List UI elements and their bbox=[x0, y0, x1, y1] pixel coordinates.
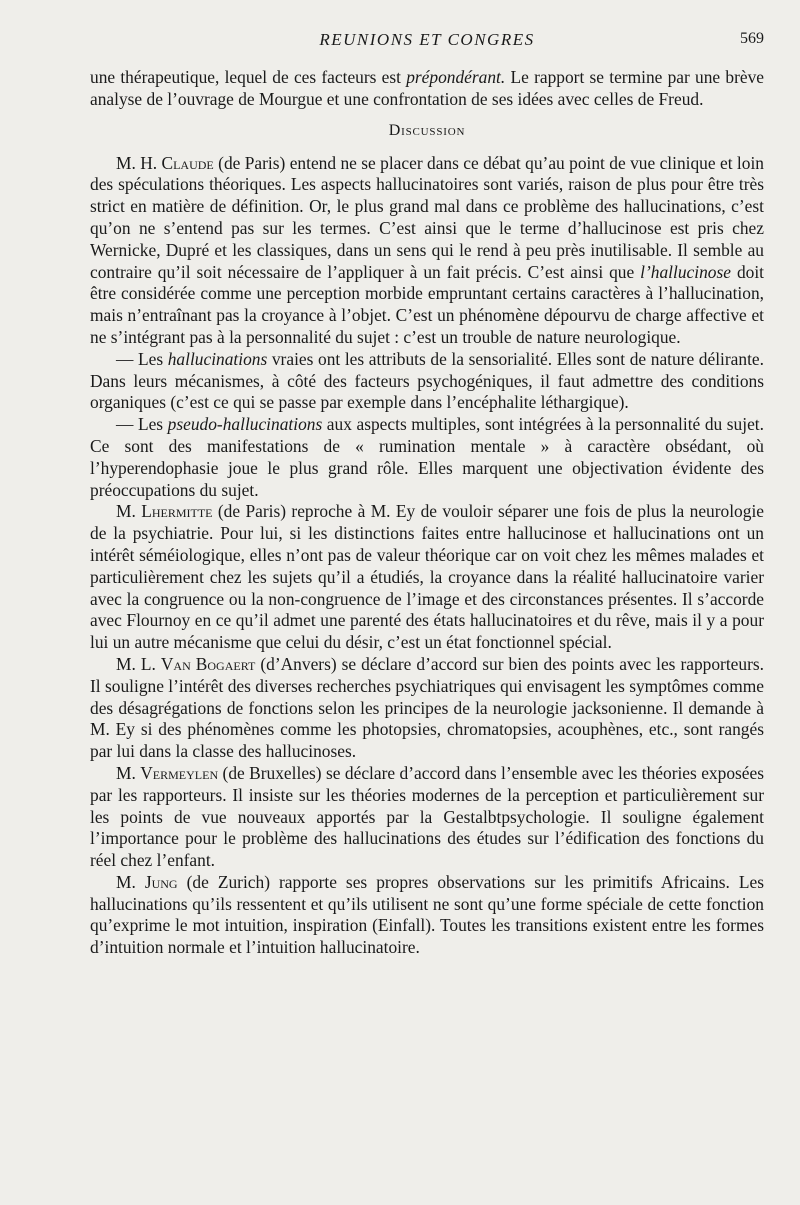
hallucinations-emphasis: hallucinations bbox=[167, 348, 268, 369]
pseudo-text-1: — Les bbox=[116, 414, 168, 435]
claude-text-1: (de Paris) entend ne se placer dans ce débat qu’au point de vue clinique et loin des spéculations théoriques. Les aspects hallucinatoires sont variés, raison de plus pour être très strict en matière de définition. Or, le plus grand mal dans ce problème des hallucinations, c’est qu’on ne s’entend pas sur les termes. C’est ainsi que le terme d’hallucinose est pris chez Wernicke, Dupré et les classiques, dans un sens qui le rend à peu près inutilisable. Il semble au contraire qu’il soit nécessaire de l’appliquer à un fait précis. C’est ainsi que bbox=[90, 152, 764, 282]
vermeylen-prefix: M. bbox=[116, 762, 141, 783]
intro-text-2: Le rapport se termine par une brève analyse de l’ouvrage de Mourgue et une confrontation de ses idées avec celles de Freud. bbox=[90, 67, 764, 109]
paragraph-jung bbox=[90, 872, 764, 959]
hallucinations-text-2: vraies ont les attributs de la sensorialité. Elles sont de nature délirante. Dans leurs mécanismes, à côté des facteurs psychogéniques, il faut admettre des conditions organiques (c’est ce qui se passe par exemple dans l’encéphalite léthargique). bbox=[90, 348, 764, 413]
paragraph-van-bogaert bbox=[90, 654, 764, 763]
pseudo-emphasis: pseudo-hallucinations bbox=[167, 414, 323, 435]
lhermitte-text: (de Paris) reproche à M. Ey de vouloir séparer une fois de plus la neurologie de la psychiatrie. Pour lui, si les distinctions faites entre hallucinose et hallucinations ont un intérêt séméiologique, elles n’ont pas de valeur théorique car on voit chez les mêmes malades et particulièrement chez les sujets qu’il a étudiés, la croyance dans la réalité hallucinatoire varier avec la congruence ou la non-congruence de l’image et des circonstances présentes. Il s’accorde avec Flournoy en ce qu’il admet une parenté des états hallucinatoires et du rêve, mais il y a pour lui un autre mécanisme que celui du désir, c’est un état fonctionnel spécial. bbox=[90, 501, 764, 653]
intro-emphasis: prépondérant. bbox=[406, 67, 506, 87]
paragraph-intro bbox=[90, 67, 764, 111]
section-heading-discussion: Discussion bbox=[388, 121, 466, 139]
pseudo-text-2: aux aspects multiples, sont intégrées à la personnalité du sujet. Ce sont des manifestations de « rumination mentale » à caractère obsédant, où l’hyperendophasie joue le plus grand rôle. Elles marquent une objectivation évidente des préoccupations du sujet. bbox=[90, 414, 764, 500]
speaker-name-lhermitte: Lhermitte bbox=[141, 501, 213, 522]
paragraph-claude bbox=[90, 153, 764, 349]
claude-text-2: doit être considérée comme une perception morbide empruntant certains caractères à l’hallucination, mais n’entraînant pas la croyance à l’objet. C’est un phénomène dépourvu de charge affective et ne s’intégrant pas à la personnalité du sujet : c’est un trouble de nature neurologique. bbox=[90, 261, 764, 347]
vermeylen-text: (de Bruxelles) se déclare d’accord dans l’ensemble avec les théories exposées par les rapporteurs. Il insiste sur les théories modernes de la perception et particulièrement sur les points de vue nouveaux apportés par la Gestalbtpsychologie. Il souligne également l’importance pour le problème des hallucinations des études sur l’édification des fonctions du réel chez l’enfant. bbox=[90, 762, 764, 871]
jung-text: (de Zurich) rapporte ses propres observations sur les primitifs Africains. Les hallucinations qu’ils ressentent et qu’ils utilisent ne sont qu’une forme spéciale de cette fonction qu’exprime le mot intuition, inspiration (Einfall). Toutes les transitions existent entre les formes d’intuition normale et l’intuition hallucinatoire. bbox=[90, 871, 764, 958]
intro-text-1: une thérapeutique, lequel de ces facteurs est bbox=[90, 67, 407, 87]
speaker-name-jung: Jung bbox=[144, 871, 178, 892]
page-number: 569 bbox=[740, 30, 764, 47]
paragraph-hallucinations bbox=[90, 349, 764, 414]
jung-prefix: M. bbox=[116, 871, 145, 892]
paragraph-pseudo-hallucinations bbox=[90, 414, 764, 501]
hallucinations-text-1: — Les bbox=[116, 348, 168, 369]
claude-emphasis: l’hallucinose bbox=[640, 261, 731, 282]
van-bogaert-prefix: M. L. bbox=[116, 653, 161, 674]
van-bogaert-text: (d’Anvers) se déclare d’accord sur bien des points avec les rapporteurs. Il souligne l’intérêt des diverses recherches psychiatriques qui envisagent les symptômes comme des désagrégations de fonctions selon les principes de la neurologie jacksonienne. Il demande à M. Ey si des phénomènes comme les photopsies, chromatopsies, acouphènes, etc., sont rangés par lui dans la classe des hallucinoses. bbox=[90, 653, 765, 762]
speaker-name-claude: Claude bbox=[161, 152, 214, 173]
claude-prefix: M. H. bbox=[116, 152, 162, 173]
lhermitte-prefix: M. bbox=[116, 501, 142, 522]
speaker-name-van-bogaert: Van Bogaert bbox=[160, 653, 256, 674]
paragraph-lhermitte bbox=[90, 501, 764, 654]
paragraph-vermeylen bbox=[90, 763, 764, 872]
running-title: REUNIONS ET CONGRES bbox=[319, 30, 535, 49]
speaker-name-vermeylen: Vermeylen bbox=[140, 762, 219, 783]
page-header bbox=[90, 28, 764, 60]
